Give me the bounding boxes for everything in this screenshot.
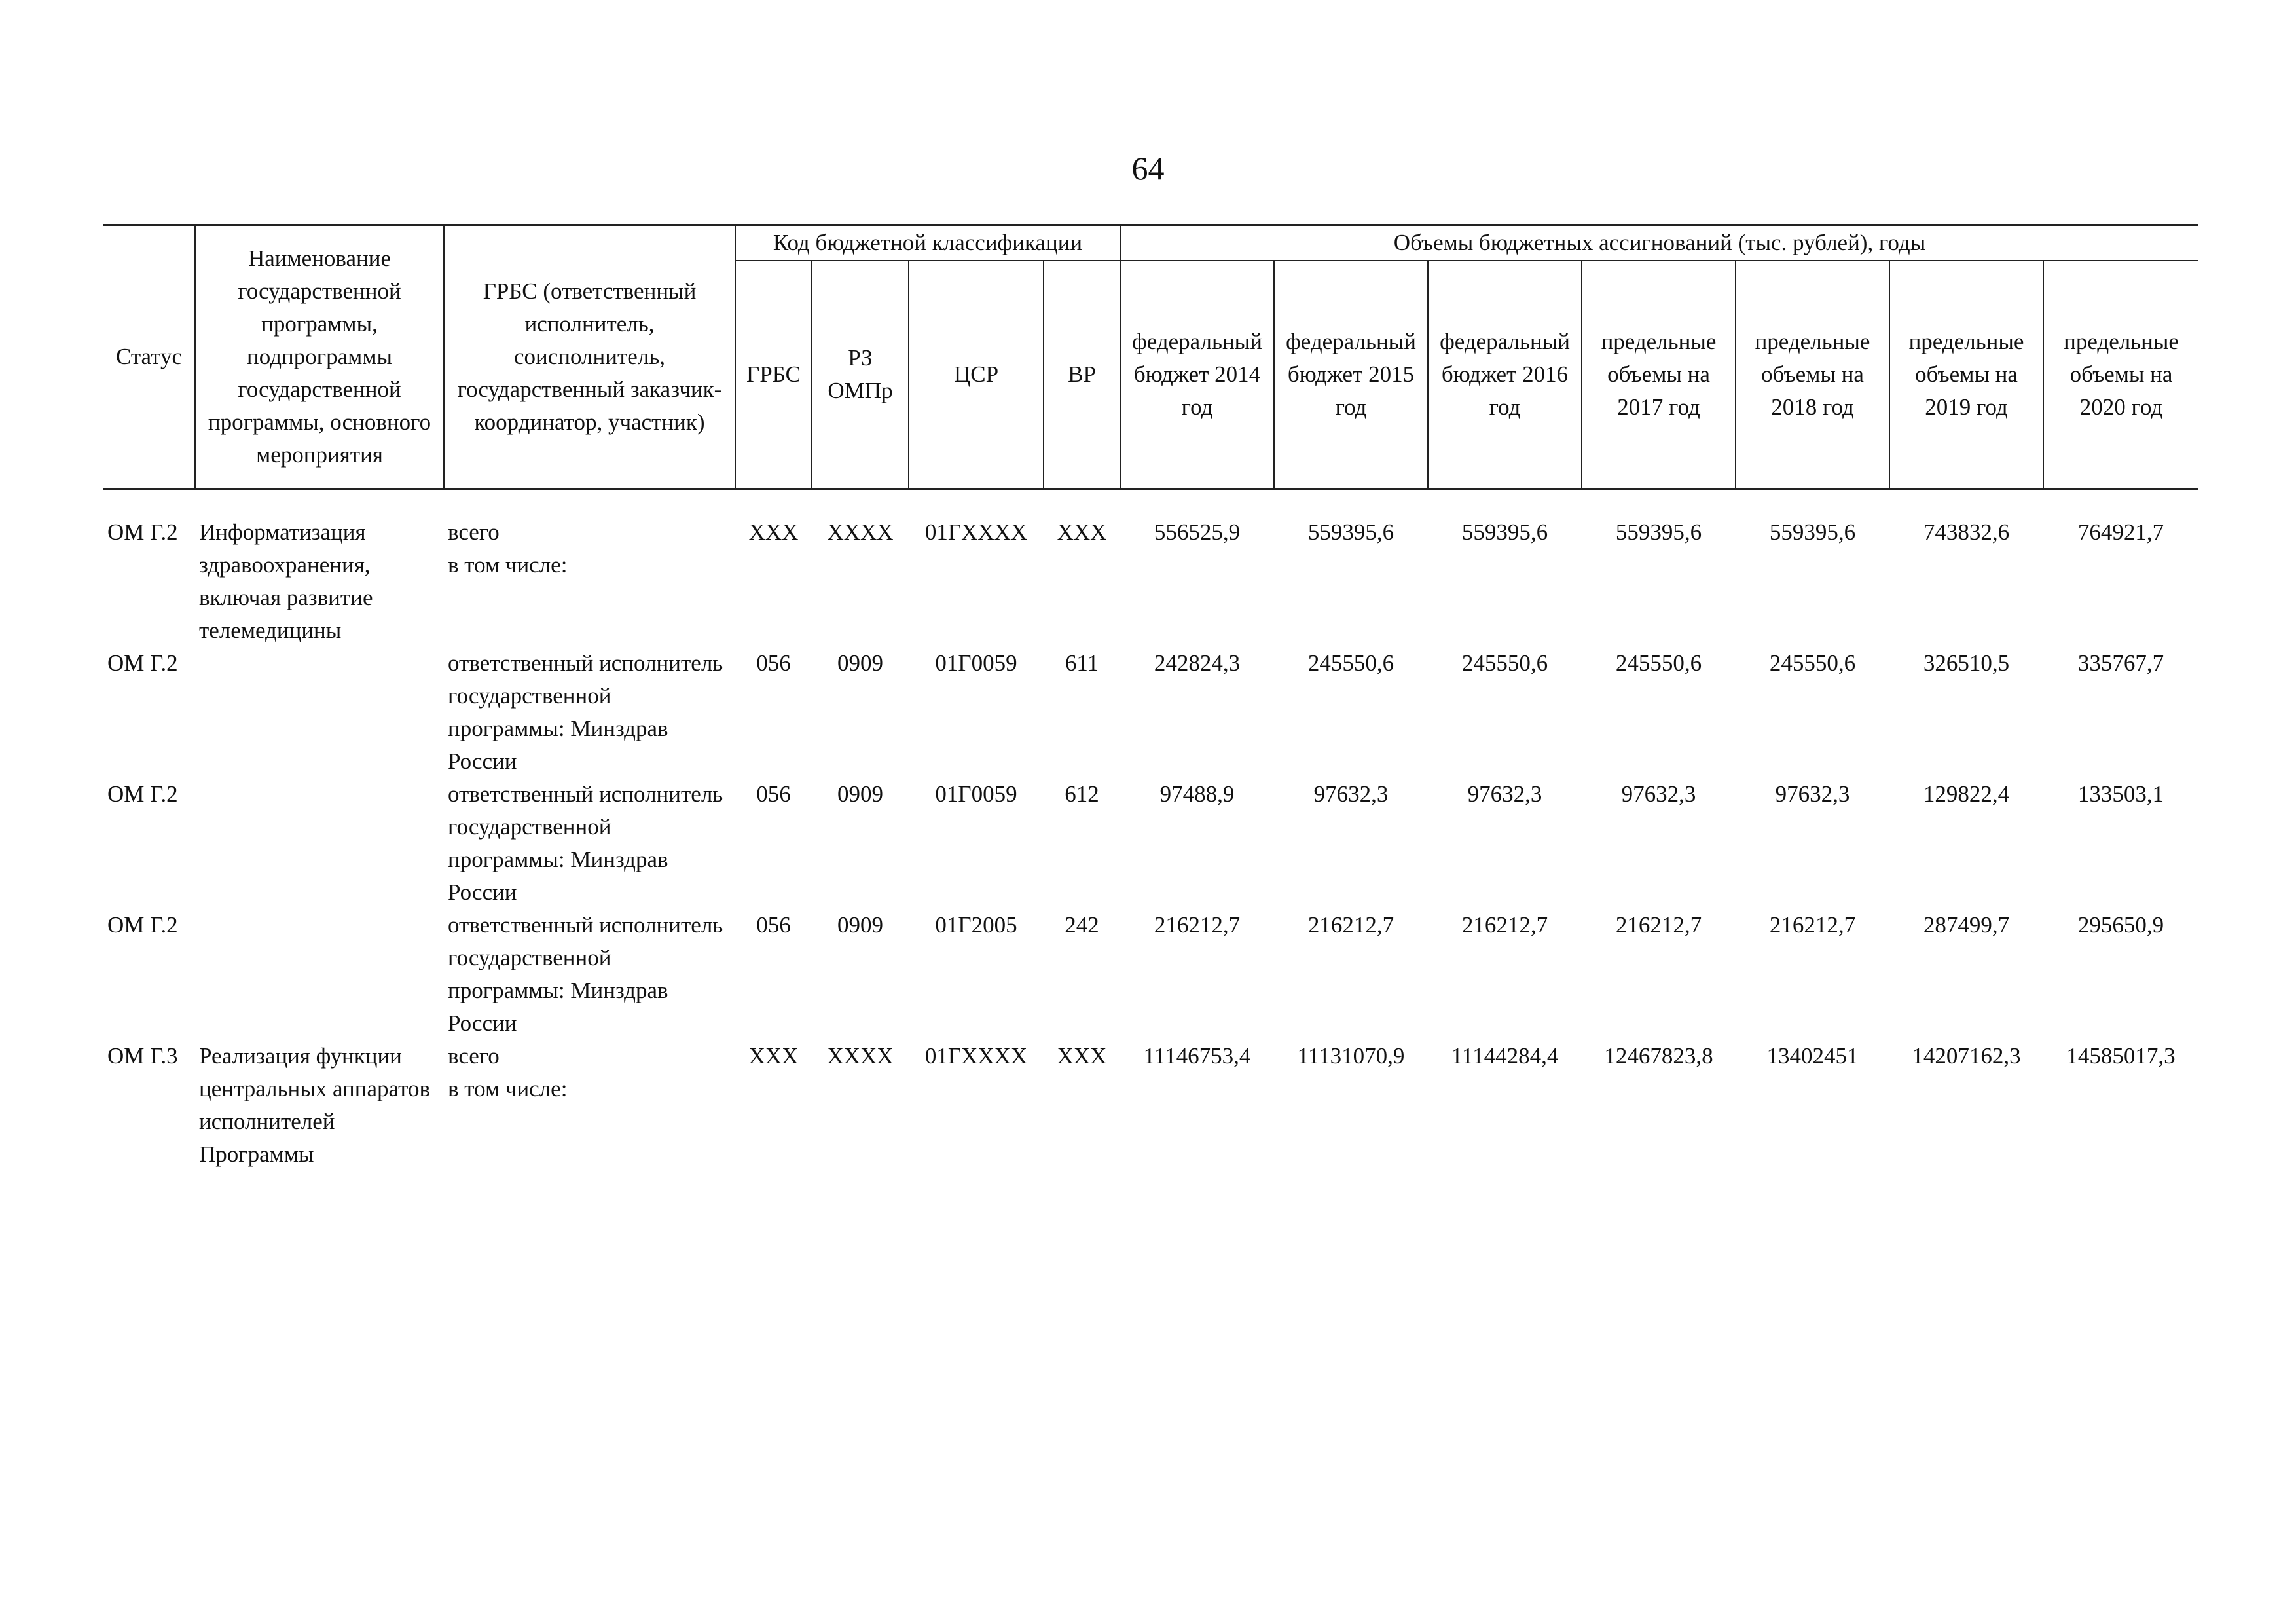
page-number: 64 — [1131, 150, 1165, 187]
row-code-csr: 01ГXXXX — [924, 519, 1028, 545]
row-value-2017: 559395,6 — [1615, 519, 1702, 545]
row-status: ОМ Г.3 — [107, 1043, 178, 1069]
table-row — [103, 909, 2198, 1040]
row-value-2020: 335767,7 — [2077, 650, 2164, 676]
row-value-2015: 216212,7 — [1307, 912, 1394, 938]
header-year-2019: предельные объемы на 2019 год — [1889, 261, 2043, 489]
header-year-2014: федеральный бюджет 2014 год — [1120, 261, 1274, 489]
table-row — [103, 1040, 2198, 1171]
row-value-2020: 764921,7 — [2077, 519, 2164, 545]
row-code-vr: 611 — [1065, 650, 1099, 676]
row-value-2016: 245550,6 — [1461, 650, 1548, 676]
row-value-2016: 559395,6 — [1461, 519, 1548, 545]
budget-table — [103, 224, 2198, 1171]
row-code-csr: 01ГXXXX — [924, 1043, 1028, 1069]
table-row — [103, 489, 2198, 647]
row-code-grbs: XXX — [748, 519, 799, 545]
header-year-2018: предельные объемы на 2018 год — [1736, 261, 1889, 489]
header-volumes-group: Объемы бюджетных ассигнований (тыс. рублей), годы — [1120, 225, 2198, 261]
row-name — [195, 647, 444, 778]
row-grbs-text: ответственный исполнитель государственной программы: Минздрав России — [448, 781, 723, 905]
header-year-2017: предельные объемы на 2017 год — [1582, 261, 1736, 489]
row-code-grbs: 056 — [756, 781, 791, 807]
row-name: Реализация функции центральных аппаратов исполнителей Программы — [199, 1043, 431, 1167]
row-value-2014: 97488,9 — [1159, 781, 1235, 807]
row-value-2015: 245550,6 — [1307, 650, 1394, 676]
row-code-csr: 01Г2005 — [935, 912, 1017, 938]
header-code-csr: ЦСР — [909, 261, 1044, 489]
row-code-vr: XXX — [1057, 1043, 1107, 1069]
row-code-vr: XXX — [1057, 519, 1107, 545]
row-code-rz: 0909 — [837, 912, 883, 938]
header-year-2015: федеральный бюджет 2015 год — [1274, 261, 1428, 489]
row-value-2019: 14207162,3 — [1912, 1043, 2021, 1069]
row-value-2016: 11144284,4 — [1451, 1043, 1559, 1069]
row-value-2020: 295650,9 — [2077, 912, 2164, 938]
row-grbs-text: всего в том числе: — [448, 519, 568, 578]
row-status: ОМ Г.2 — [107, 519, 178, 545]
row-value-2019: 129822,4 — [1923, 781, 2010, 807]
row-value-2018: 245550,6 — [1769, 650, 1856, 676]
row-name — [195, 778, 444, 909]
table-body — [103, 489, 2198, 1171]
row-code-grbs: 056 — [756, 650, 791, 676]
row-value-2014: 216212,7 — [1154, 912, 1241, 938]
budget-table-sheet — [103, 224, 2198, 1171]
row-name: Информатизация здравоохранения, включая развитие телемедицины — [199, 519, 373, 643]
row-code-rz: 0909 — [837, 650, 883, 676]
row-code-grbs: XXX — [748, 1043, 799, 1069]
row-value-2019: 743832,6 — [1923, 519, 2010, 545]
row-code-grbs: 056 — [756, 912, 791, 938]
row-code-rz: XXXX — [827, 519, 894, 545]
header-code-rz: РЗ ОМПр — [812, 261, 909, 489]
row-grbs-text: ответственный исполнитель государственной программы: Минздрав России — [448, 912, 723, 1036]
row-code-rz: 0909 — [837, 781, 883, 807]
row-value-2019: 287499,7 — [1923, 912, 2010, 938]
table-row — [103, 778, 2198, 909]
row-code-csr: 01Г0059 — [935, 650, 1017, 676]
header-grbs-responsible: ГРБС (ответственный исполнитель, соисполнитель, государственный заказчик-координатор, участник) — [444, 225, 735, 489]
row-value-2015: 97632,3 — [1313, 781, 1389, 807]
row-value-2018: 13402451 — [1766, 1043, 1859, 1069]
row-value-2016: 97632,3 — [1467, 781, 1542, 807]
row-value-2018: 97632,3 — [1775, 781, 1850, 807]
row-status: ОМ Г.2 — [107, 650, 178, 676]
row-value-2017: 12467823,8 — [1604, 1043, 1713, 1069]
row-value-2014: 11146753,4 — [1143, 1043, 1251, 1069]
header-name: Наименование государственной программы, подпрограммы государственной программы, основного мероприятия — [195, 225, 444, 489]
row-value-2017: 97632,3 — [1621, 781, 1696, 807]
table-header — [103, 225, 2198, 489]
row-code-vr: 242 — [1065, 912, 1099, 938]
row-name — [195, 909, 444, 1040]
header-budget-code-group: Код бюджетной классификации — [735, 225, 1120, 261]
row-value-2017: 245550,6 — [1615, 650, 1702, 676]
row-value-2019: 326510,5 — [1923, 650, 2010, 676]
row-grbs-text: ответственный исполнитель государственной программы: Минздрав России — [448, 650, 723, 774]
row-value-2016: 216212,7 — [1461, 912, 1548, 938]
header-status: Статус — [103, 225, 195, 489]
row-value-2015: 11131070,9 — [1297, 1043, 1405, 1069]
row-value-2015: 559395,6 — [1307, 519, 1394, 545]
row-value-2020: 14585017,3 — [2066, 1043, 2176, 1069]
row-value-2017: 216212,7 — [1615, 912, 1702, 938]
row-code-rz: XXXX — [827, 1043, 894, 1069]
row-status: ОМ Г.2 — [107, 781, 178, 807]
row-code-vr: 612 — [1065, 781, 1099, 807]
row-status: ОМ Г.2 — [107, 912, 178, 938]
header-year-2020: предельные объемы на 2020 год — [2043, 261, 2198, 489]
header-code-grbs: ГРБС — [735, 261, 812, 489]
row-value-2014: 242824,3 — [1154, 650, 1241, 676]
row-value-2014: 556525,9 — [1154, 519, 1241, 545]
table-row — [103, 647, 2198, 778]
row-grbs-text: всего в том числе: — [448, 1043, 568, 1101]
row-code-csr: 01Г0059 — [935, 781, 1017, 807]
row-value-2018: 216212,7 — [1769, 912, 1856, 938]
header-year-2016: федеральный бюджет 2016 год — [1428, 261, 1582, 489]
row-value-2018: 559395,6 — [1769, 519, 1856, 545]
header-code-vr: ВР — [1044, 261, 1120, 489]
row-value-2020: 133503,1 — [2077, 781, 2164, 807]
